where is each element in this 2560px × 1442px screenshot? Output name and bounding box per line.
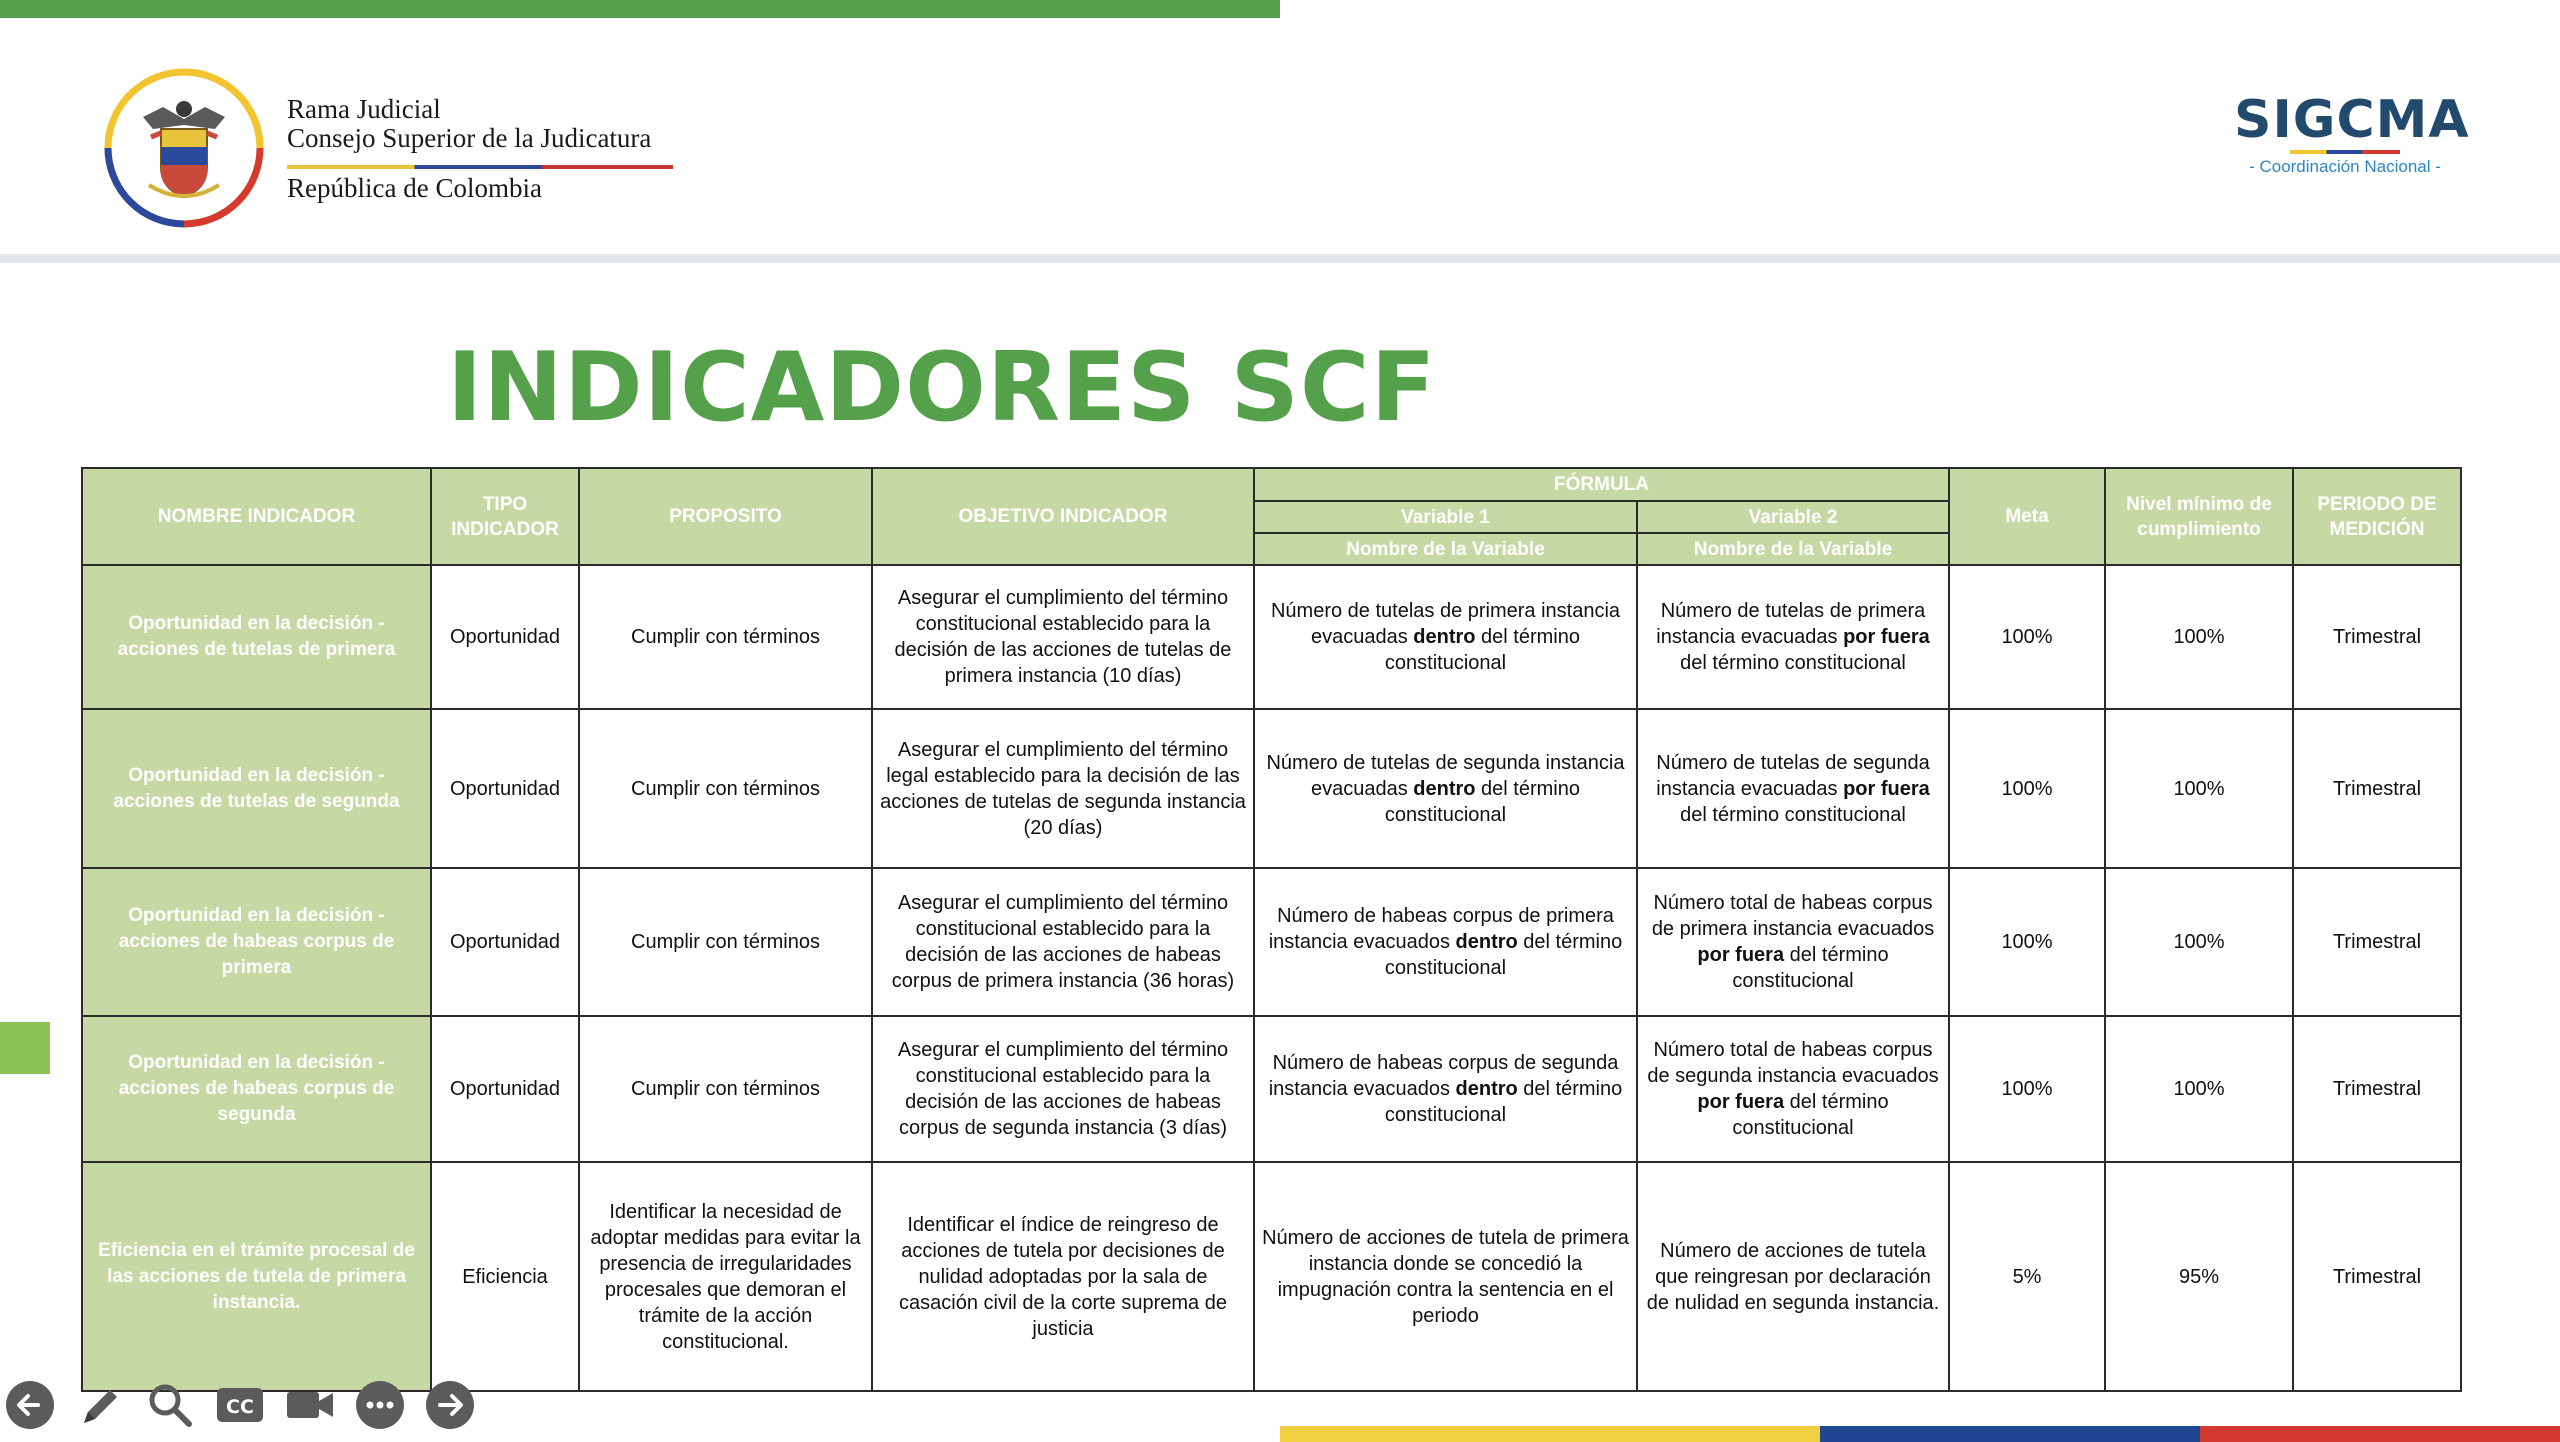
header-meta: Meta — [1949, 468, 2105, 565]
var-text: Número de tutelas de primera instancia evacuadas — [1270, 600, 1621, 649]
bottom-bar-blue — [1820, 1426, 2200, 1442]
var-text: Número de habeas corpus de segunda instancia evacuados — [1268, 1052, 1619, 1101]
table-row — [82, 565, 2461, 709]
table-row — [82, 1016, 2461, 1162]
cell-tipo: Oportunidad — [431, 709, 579, 867]
var-text: del término constitucional — [1732, 943, 1889, 992]
bottom-bar-red — [2200, 1426, 2560, 1442]
var-text: Número de tutelas de segunda instancia evacuadas — [1266, 751, 1625, 800]
cell-meta: 100% — [1949, 1016, 2105, 1162]
cell-variable-1 — [1254, 868, 1637, 1016]
header-objetivo: OBJETIVO INDICADOR — [872, 468, 1254, 565]
header-variable-1: Variable 1 — [1254, 501, 1637, 533]
var-emphasis: por fuera — [1697, 1091, 1785, 1114]
var-text: Número total de habeas corpus de segunda instancia evacuados — [1647, 1039, 1939, 1088]
var-text: del término constitucional — [1384, 626, 1580, 675]
header-separator — [0, 254, 2560, 263]
header-tipo: TIPO INDICADOR — [431, 468, 579, 565]
var-emphasis: dentro — [1455, 930, 1518, 953]
cell-nombre: Oportunidad en la decisión - acciones de tutelas de segunda — [82, 709, 431, 867]
cell-variable-1 — [1254, 1016, 1637, 1162]
cell-variable-1 — [1254, 565, 1637, 709]
page-title: INDICADORES SCF — [447, 333, 1437, 443]
cell-objetivo: Asegurar el cumplimiento del término constitucional establecido para la decisión de las acciones de tutelas de primera instancia (10 días) — [872, 565, 1254, 709]
var-text: del término constitucional — [1680, 652, 1906, 675]
cell-nombre: Oportunidad en la decisión - acciones de tutelas de primera — [82, 565, 431, 709]
header-periodo: PERIODO DE MEDICIÓN — [2293, 468, 2461, 565]
cell-periodo: Trimestral — [2293, 1162, 2461, 1391]
cell-periodo: Trimestral — [2293, 868, 2461, 1016]
cell-proposito: Cumplir con términos — [579, 709, 872, 867]
header-nombre-variable-1: Nombre de la Variable — [1254, 533, 1637, 565]
cell-variable-2 — [1637, 565, 1949, 709]
var-text: del término constitucional — [1384, 1078, 1623, 1127]
pen-icon — [74, 1379, 126, 1431]
table-row — [82, 1162, 2461, 1391]
presentation-toolbar — [4, 1378, 476, 1432]
var-text: del término constitucional — [1384, 930, 1623, 979]
cell-proposito: Cumplir con términos — [579, 868, 872, 1016]
var-emphasis: dentro — [1455, 1078, 1518, 1101]
flag-rule — [287, 165, 673, 169]
var-emphasis: por fuera — [1843, 777, 1930, 800]
sigcma-stripe — [2290, 150, 2400, 154]
cell-variable-2 — [1637, 1016, 1949, 1162]
cell-meta: 100% — [1949, 709, 2105, 867]
cell-objetivo: Asegurar el cumplimiento del término legal establecido para la decisión de las acciones de tutelas de segunda instancia (20 días) — [872, 709, 1254, 867]
header-nivel: Nivel mínimo de cumplimiento — [2105, 468, 2293, 565]
cell-variable-2 — [1637, 709, 1949, 867]
back-button[interactable] — [4, 1379, 56, 1431]
cell-nivel: 100% — [2105, 709, 2293, 867]
more-button[interactable] — [354, 1379, 406, 1431]
var-text: Número de habeas corpus de primera instancia evacuados — [1268, 904, 1614, 953]
cell-nombre: Oportunidad en la decisión - acciones de habeas corpus de segunda — [82, 1016, 431, 1162]
pen-button[interactable] — [74, 1379, 126, 1431]
search-icon — [144, 1379, 196, 1431]
var-emphasis: por fuera — [1843, 626, 1930, 649]
var-text: Número de acciones de tutela que reingresan por declaración de nulidad en segunda instancia. — [1646, 1239, 1940, 1314]
cc-icon — [214, 1379, 266, 1431]
cell-variable-1 — [1254, 709, 1637, 867]
indicators-table — [81, 467, 2462, 1392]
colombia-seal-icon — [103, 67, 265, 229]
cell-proposito: Cumplir con términos — [579, 565, 872, 709]
var-text: Número de acciones de tutela de primera instancia donde se concedió la impugnación contra la sentencia en el periodo — [1262, 1226, 1629, 1327]
var-text: del término constitucional — [1680, 803, 1906, 826]
cell-nivel: 100% — [2105, 1016, 2293, 1162]
cell-nivel: 100% — [2105, 565, 2293, 709]
cell-proposito: Cumplir con términos — [579, 1016, 872, 1162]
org-name-block — [287, 94, 652, 203]
table-row — [82, 709, 2461, 867]
header-nombre: NOMBRE INDICADOR — [82, 468, 431, 565]
more-icon — [354, 1379, 406, 1431]
org-line-3: República de Colombia — [287, 173, 542, 203]
video-button[interactable] — [284, 1379, 336, 1431]
var-text: Número total de habeas corpus de primera instancia evacuados — [1651, 891, 1935, 940]
forward-button[interactable] — [424, 1379, 476, 1431]
cell-variable-1 — [1254, 1162, 1637, 1391]
cell-tipo: Oportunidad — [431, 565, 579, 709]
cell-periodo: Trimestral — [2293, 709, 2461, 867]
cell-nivel: 95% — [2105, 1162, 2293, 1391]
cell-nombre: Oportunidad en la decisión - acciones de habeas corpus de primera — [82, 868, 431, 1016]
org-line-2: Consejo Superior de la Judicatura — [287, 123, 652, 153]
header-formula: FÓRMULA — [1254, 468, 1949, 501]
var-emphasis: dentro — [1413, 777, 1476, 800]
cell-tipo: Oportunidad — [431, 1016, 579, 1162]
cell-variable-2 — [1637, 868, 1949, 1016]
cell-objetivo: Asegurar el cumplimiento del término constitucional establecido para la decisión de las acciones de habeas corpus de primera instancia (36 horas) — [872, 868, 1254, 1016]
sigcma-logo — [2234, 90, 2470, 177]
table-row — [82, 868, 2461, 1016]
org-line-1: Rama Judicial — [287, 94, 441, 124]
header-nombre-variable-2: Nombre de la Variable — [1637, 533, 1949, 565]
side-tab[interactable] — [0, 1022, 50, 1074]
var-text: Número de tutelas de segunda instancia evacuadas — [1656, 751, 1930, 800]
cell-periodo: Trimestral — [2293, 1016, 2461, 1162]
cell-meta: 5% — [1949, 1162, 2105, 1391]
bottom-bar-yellow — [1280, 1426, 1820, 1442]
cell-objetivo: Asegurar el cumplimiento del término constitucional establecido para la decisión de las acciones de habeas corpus de segunda instancia (3 días) — [872, 1016, 1254, 1162]
cell-meta: 100% — [1949, 868, 2105, 1016]
var-emphasis: dentro — [1413, 626, 1476, 649]
svg-text:CC: CC — [226, 1396, 254, 1418]
cell-tipo: Eficiencia — [431, 1162, 579, 1391]
cell-periodo: Trimestral — [2293, 565, 2461, 709]
zoom-button[interactable] — [144, 1379, 196, 1431]
cell-proposito: Identificar la necesidad de adoptar medidas para evitar la presencia de irregularidades procesales que demoran el trámite de la acción constitucional. — [579, 1162, 872, 1391]
cell-tipo: Oportunidad — [431, 868, 579, 1016]
cell-nombre: Eficiencia en el trámite procesal de las acciones de tutela de primera instancia. — [82, 1162, 431, 1391]
var-emphasis: por fuera — [1697, 943, 1785, 966]
var-text: del término constitucional — [1384, 777, 1580, 826]
back-icon — [4, 1379, 56, 1431]
cell-objetivo: Identificar el índice de reingreso de acciones de tutela por decisiones de nulidad adoptadas por la sala de casación civil de la corte suprema de justicia — [872, 1162, 1254, 1391]
forward-icon — [424, 1379, 476, 1431]
top-accent-bar — [0, 0, 1280, 18]
sigcma-subtitle: - Coordinación Nacional - — [2249, 157, 2441, 176]
captions-button[interactable] — [214, 1379, 266, 1431]
header-variable-2: Variable 2 — [1637, 501, 1949, 533]
cell-meta: 100% — [1949, 565, 2105, 709]
var-text: del término constitucional — [1732, 1091, 1889, 1140]
sigcma-brand: SIGCMA — [2234, 90, 2470, 150]
cell-variable-2 — [1637, 1162, 1949, 1391]
cell-nivel: 100% — [2105, 868, 2293, 1016]
video-icon — [284, 1379, 336, 1431]
var-text: Número de tutelas de primera instancia evacuadas — [1656, 600, 1926, 649]
header-proposito: PROPOSITO — [579, 468, 872, 565]
